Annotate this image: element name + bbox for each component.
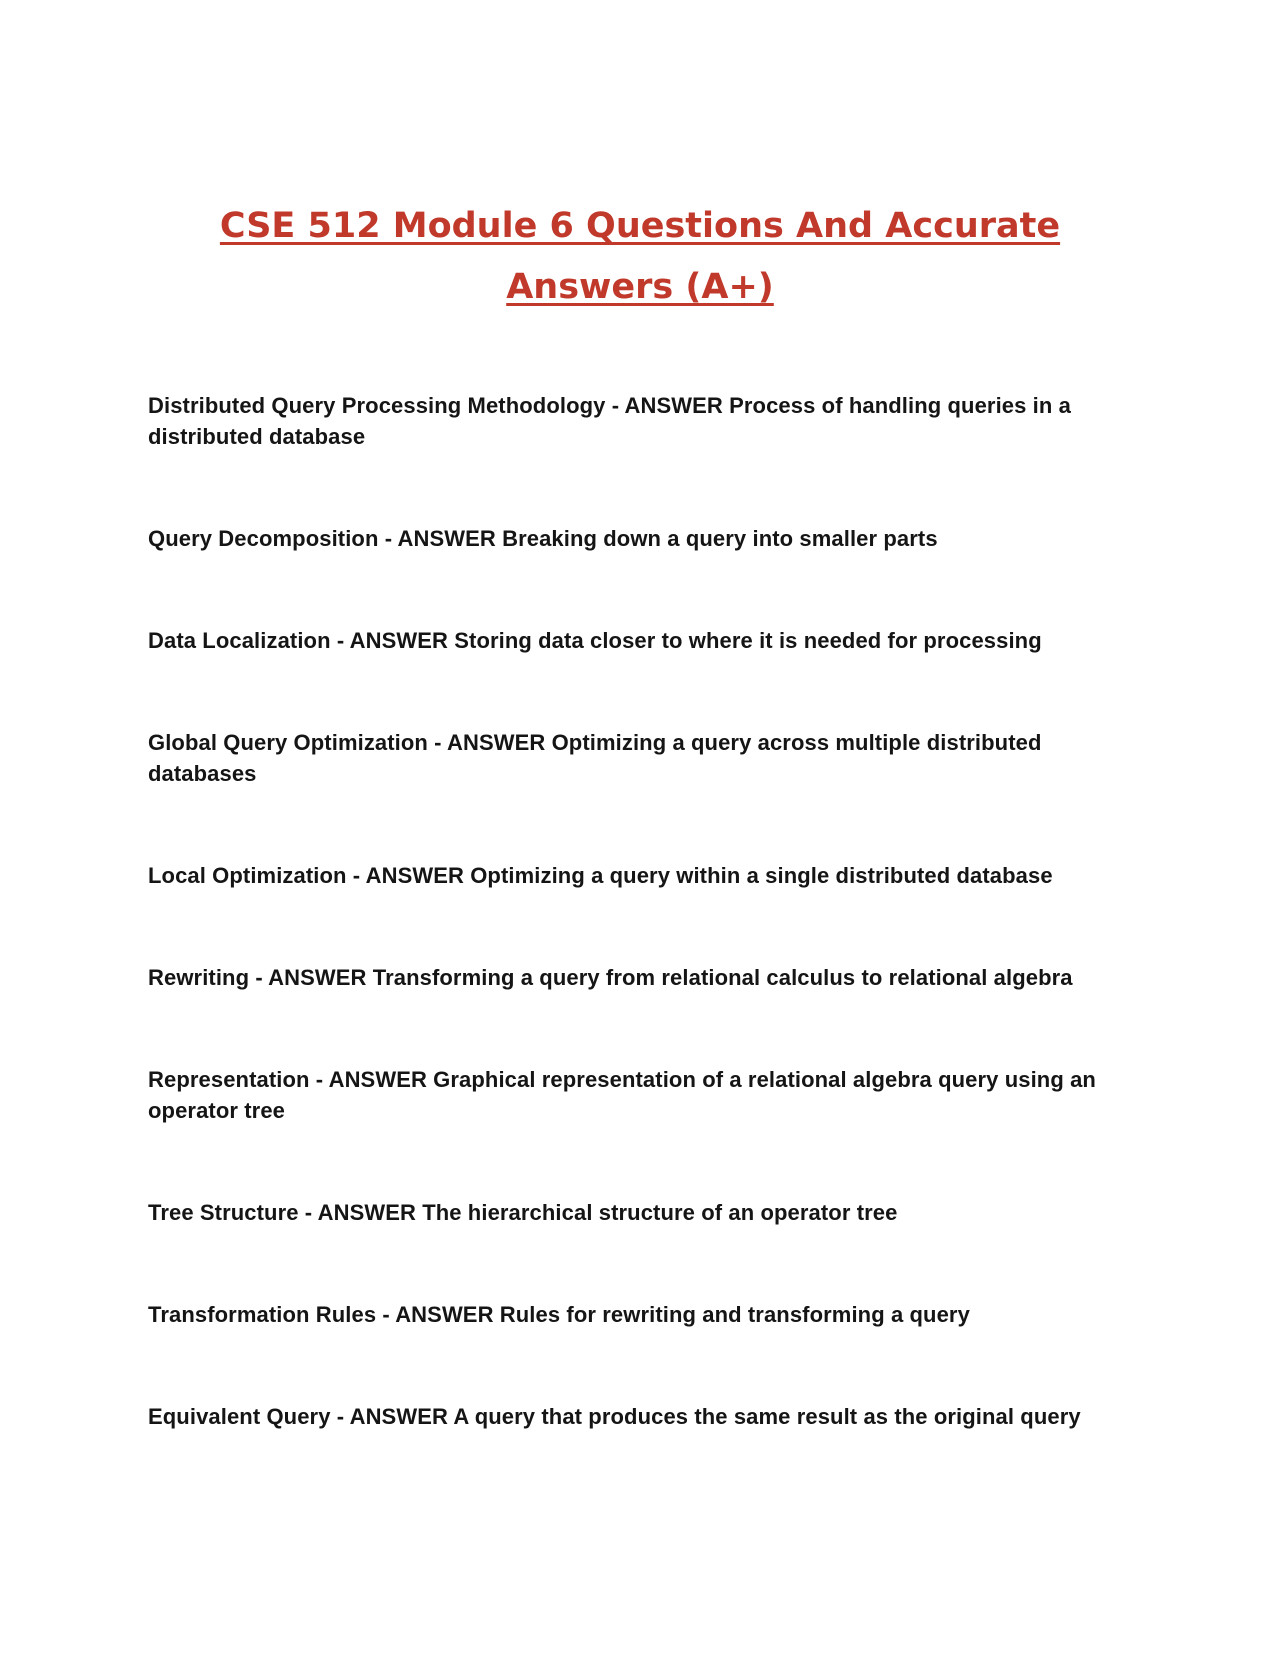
qa-entry: Rewriting - ANSWER Transforming a query from relational calculus to relational algebra bbox=[148, 965, 1073, 990]
qa-entry: Local Optimization - ANSWER Optimizing a query within a single distributed database bbox=[148, 863, 1053, 888]
qa-entry: Global Query Optimization - ANSWER Optimizing a query across multiple distributed databases bbox=[148, 730, 1042, 786]
qa-entry: Distributed Query Processing Methodology - ANSWER Process of handling queries in a distributed database bbox=[148, 393, 1071, 449]
qa-entry: Transformation Rules - ANSWER Rules for rewriting and transforming a query bbox=[148, 1302, 970, 1327]
qa-entry: Query Decomposition - ANSWER Breaking down a query into smaller parts bbox=[148, 526, 938, 551]
qa-entry: Representation - ANSWER Graphical representation of a relational algebra query using an operator tree bbox=[148, 1067, 1096, 1123]
qa-entry: Equivalent Query - ANSWER A query that produces the same result as the original query bbox=[148, 1404, 1081, 1429]
qa-entry: Tree Structure - ANSWER The hierarchical structure of an operator tree bbox=[148, 1200, 898, 1225]
qa-list bbox=[148, 390, 1138, 1503]
qa-entry: Data Localization - ANSWER Storing data closer to where it is needed for processing bbox=[148, 628, 1042, 653]
document-title: CSE 512 Module 6 Questions And Accurate Answers (A+) bbox=[219, 206, 1061, 307]
